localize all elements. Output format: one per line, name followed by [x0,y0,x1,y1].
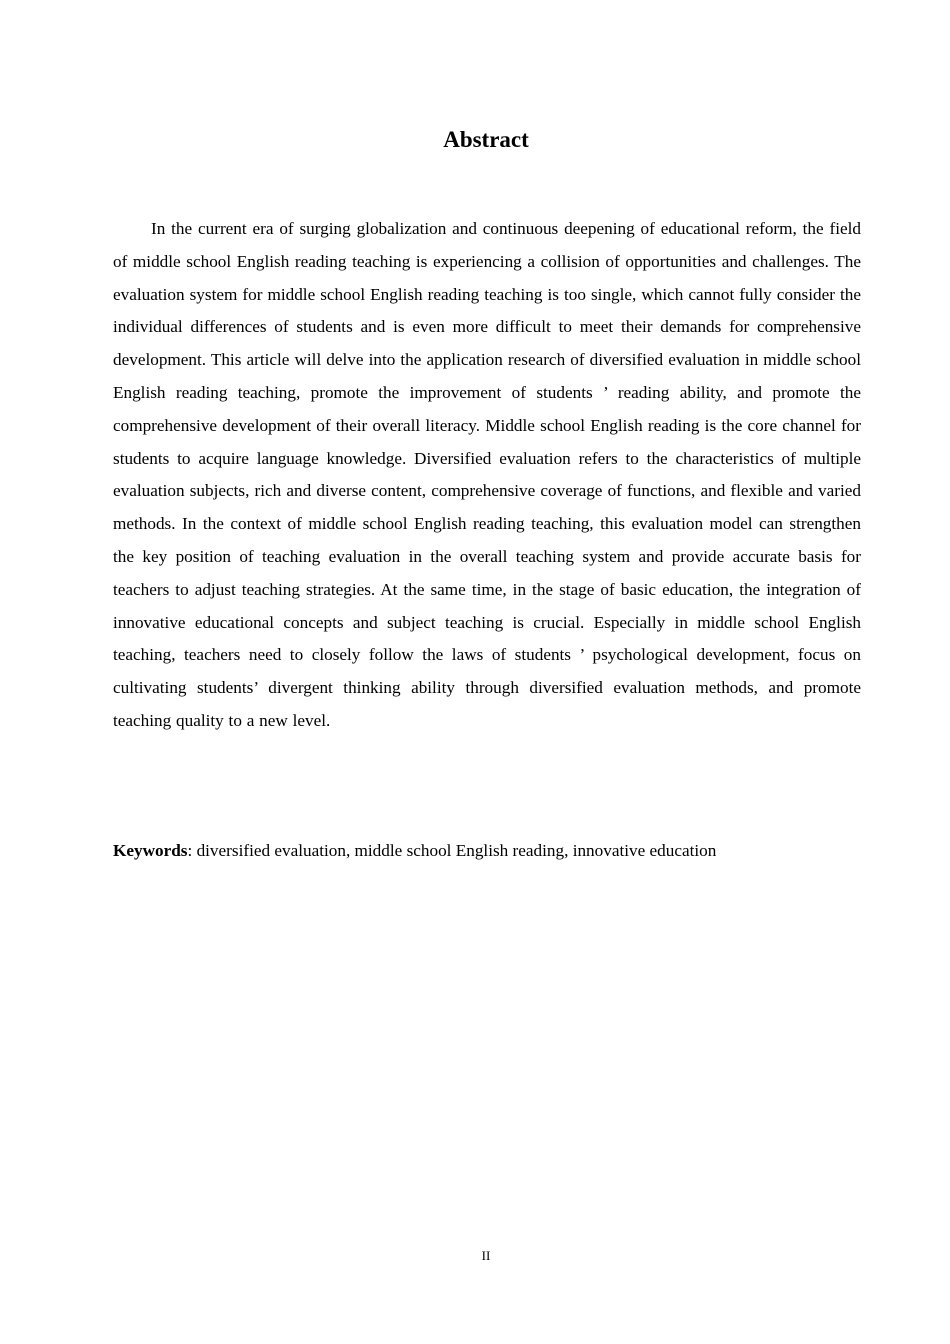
keywords-label: Keywords [113,841,188,860]
page-number: II [481,1248,491,1263]
abstract-body: In the current era of surging globalization and continuous deepening of educational reform, the field of middle school English reading teaching is experiencing a collision of opportunities and challenges. The evaluation system for middle school English reading teaching is too single, which cannot fully consider the individual differences of students and is even more difficult to meet their demands for comprehensive development. This article will delve into the application research of diversified evaluation in middle school English reading teaching, promote the improvement of students ’ reading ability, and promote the comprehensive development of their overall literacy. Middle school English reading is the core channel for students to acquire language knowledge. Diversified evaluation refers to the characteristics of multiple evaluation subjects, rich and diverse content, comprehensive coverage of functions, and flexible and varied methods. In the context of middle school English reading teaching, this evaluation model can strengthen the key position of teaching evaluation in the overall teaching system and provide accurate basis for teachers to adjust teaching strategies. At the same time, in the stage of basic education, the integration of innovative educational concepts and subject teaching is crucial. Especially in middle school English teaching, teachers need to closely follow the laws of students ’ psychological development, focus on cultivating students’ divergent thinking ability through diversified evaluation methods, and promote teaching quality to a new level. [113,219,861,730]
abstract-title: Abstract [443,127,529,152]
keywords-separator: : [187,841,197,860]
keywords-line [113,835,861,868]
keywords-list: diversified evaluation, middle school English reading, innovative education [196,841,717,860]
